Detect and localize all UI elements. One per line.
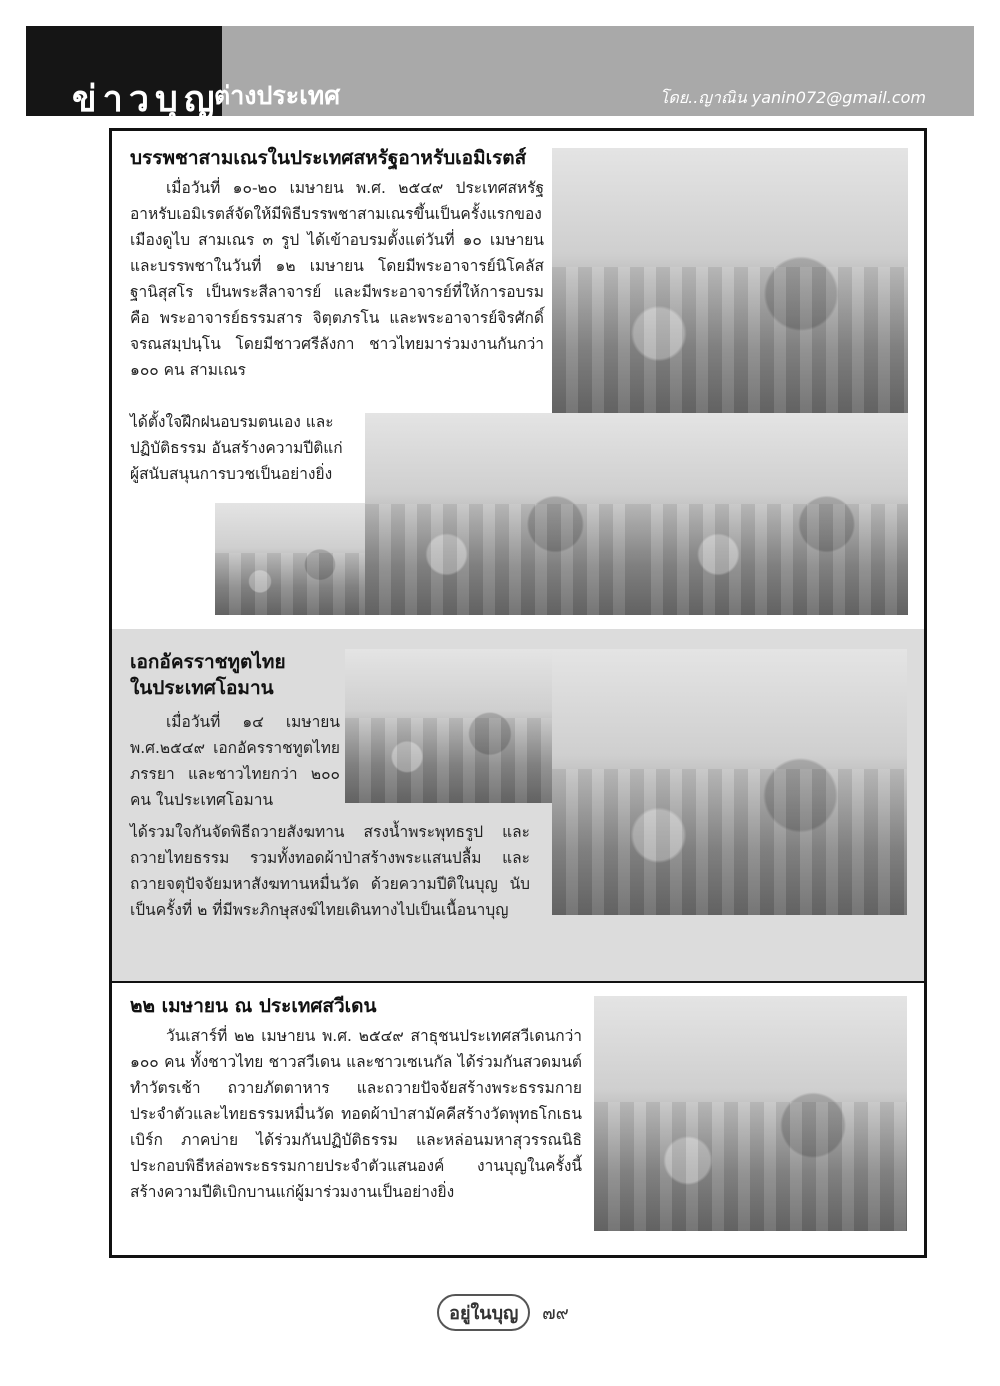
article-uae-body-cont: ได้ตั้งใจฝึกฝนอบรมตนเอง และปฏิบัติธรรม อันสร้างความปีติแก่ผู้สนับสนุนการบวชเป็นอย่างยิ่ง	[130, 413, 343, 483]
article-uae-body: เมื่อวันที่ ๑๐-๒๐ เมษายน พ.ศ. ๒๕๔๙ ประเทศสหรัฐอาหรับเอมิเรตส์จัดให้มีพิธีบรรพชาสามเณรขึ้นเป็นครั้งแรกของเมืองดูไบ สามเณร ๓ รูป ได้เข้าอบรมตั้งแต่วันที่ ๑๐ เมษายน และบรรพชาในวันที่ ๑๒ เมษายน โดยมีพระอาจารย์นิโคลัส ฐานิสุสโร เป็นพระสีลาจารย์ และมีพระอาจารย์ที่ให้การอบรมคือ พระอาจารย์ธรรมสาร จิตฺตภรโน และพระอาจารย์จิรศักดิ์ จรณสมฺปนฺโน โดยมีชาวศรีลังกา ชาวไทยมาร่วมงานกันกว่า ๑๐๐ คน สามเณร	[130, 179, 544, 379]
section-subtitle: ต่างประเทศ	[214, 81, 341, 110]
article-oman-body: เมื่อวันที่ ๑๔ เมษายน พ.ศ.๒๕๔๙ เอกอัครราชทูตไทย ภรรยา และชาวไทยกว่า ๒๐๐ คน ในประเทศโอมาน	[130, 713, 340, 809]
page-number: ๗๙	[542, 1303, 569, 1324]
article-uae	[109, 128, 927, 633]
article-sweden-heading: ๒๒ เมษายน ณ ประเทศสวีเดน	[130, 995, 377, 1017]
photo-oman-group	[552, 649, 907, 915]
photo-novices-seated	[215, 503, 365, 615]
photo-lay-people	[637, 413, 908, 615]
article-oman-heading-line2: ในประเทศโอมาน	[130, 677, 274, 699]
article-oman-heading-line1: เอกอัครราชทูตไทย	[130, 651, 286, 673]
article-uae-heading: บรรพชาสามเณรในประเทศสหรัฐอาหรับเอมิเรตส์	[130, 147, 527, 169]
photo-monks-ceremony	[552, 148, 908, 413]
author-byline: โดย..ญาณิน yanin072@gmail.com	[659, 88, 926, 107]
article-sweden	[109, 983, 927, 1258]
page-footer	[0, 1294, 1000, 1331]
article-sweden-body: วันเสาร์ที่ ๒๒ เมษายน พ.ศ. ๒๕๔๙ สาธุชนประเทศสวีเดนกว่า ๑๐๐ คน ทั้งชาวไทย ชาวสวีเดน และชาวเซเนกัล ได้ร่วมกันสวดมนต์ทำวัตรเช้า ถวายภัตตาหาร และถวายปัจจัยสร้างพระธรรมกายประจำตัวและไทยธรรมหมื่นวัด ทอดผ้าป่าสามัคคีสร้างวัดพุทธโกเธนเบิร์ก ภาคบ่าย ได้ร่วมกันปฏิบัติธรรม และหล่อนมหาสุวรรณนิธิประกอบพิธีหล่อพระธรรมกายประจำตัวแสนองค์ งานบุญในครั้งนี้สร้างความปีติเบิกบานแก่ผู้มาร่วมงานเป็นอย่างยิ่ง	[130, 1027, 582, 1201]
magazine-logo: อยู่ในบุญ	[437, 1294, 530, 1331]
article-oman-body-cont: ได้รวมใจกันจัดพิธีถวายสังฆทาน สรงน้ำพระพุทธรูป และถวายไทยธรรม รวมทั้งทอดผ้าป่าสร้างพระแสนปลื้ม และถวายจตุปัจจัยมหาสังฆทานหมื่นวัด ด้วยความปีติในบุญ นับเป็นครั้งที่ ๒ ที่มีพระภิกษุสงฆ์ไทยเดินทางไปเป็นเนื้อนาบุญ	[130, 823, 530, 919]
photo-oman-offering	[345, 649, 552, 803]
photo-monks-standing	[365, 413, 637, 615]
section-title: ข่าวบุญ	[72, 79, 221, 120]
article-oman	[109, 629, 927, 984]
page-header	[26, 26, 974, 120]
photo-sweden-group	[594, 996, 907, 1231]
